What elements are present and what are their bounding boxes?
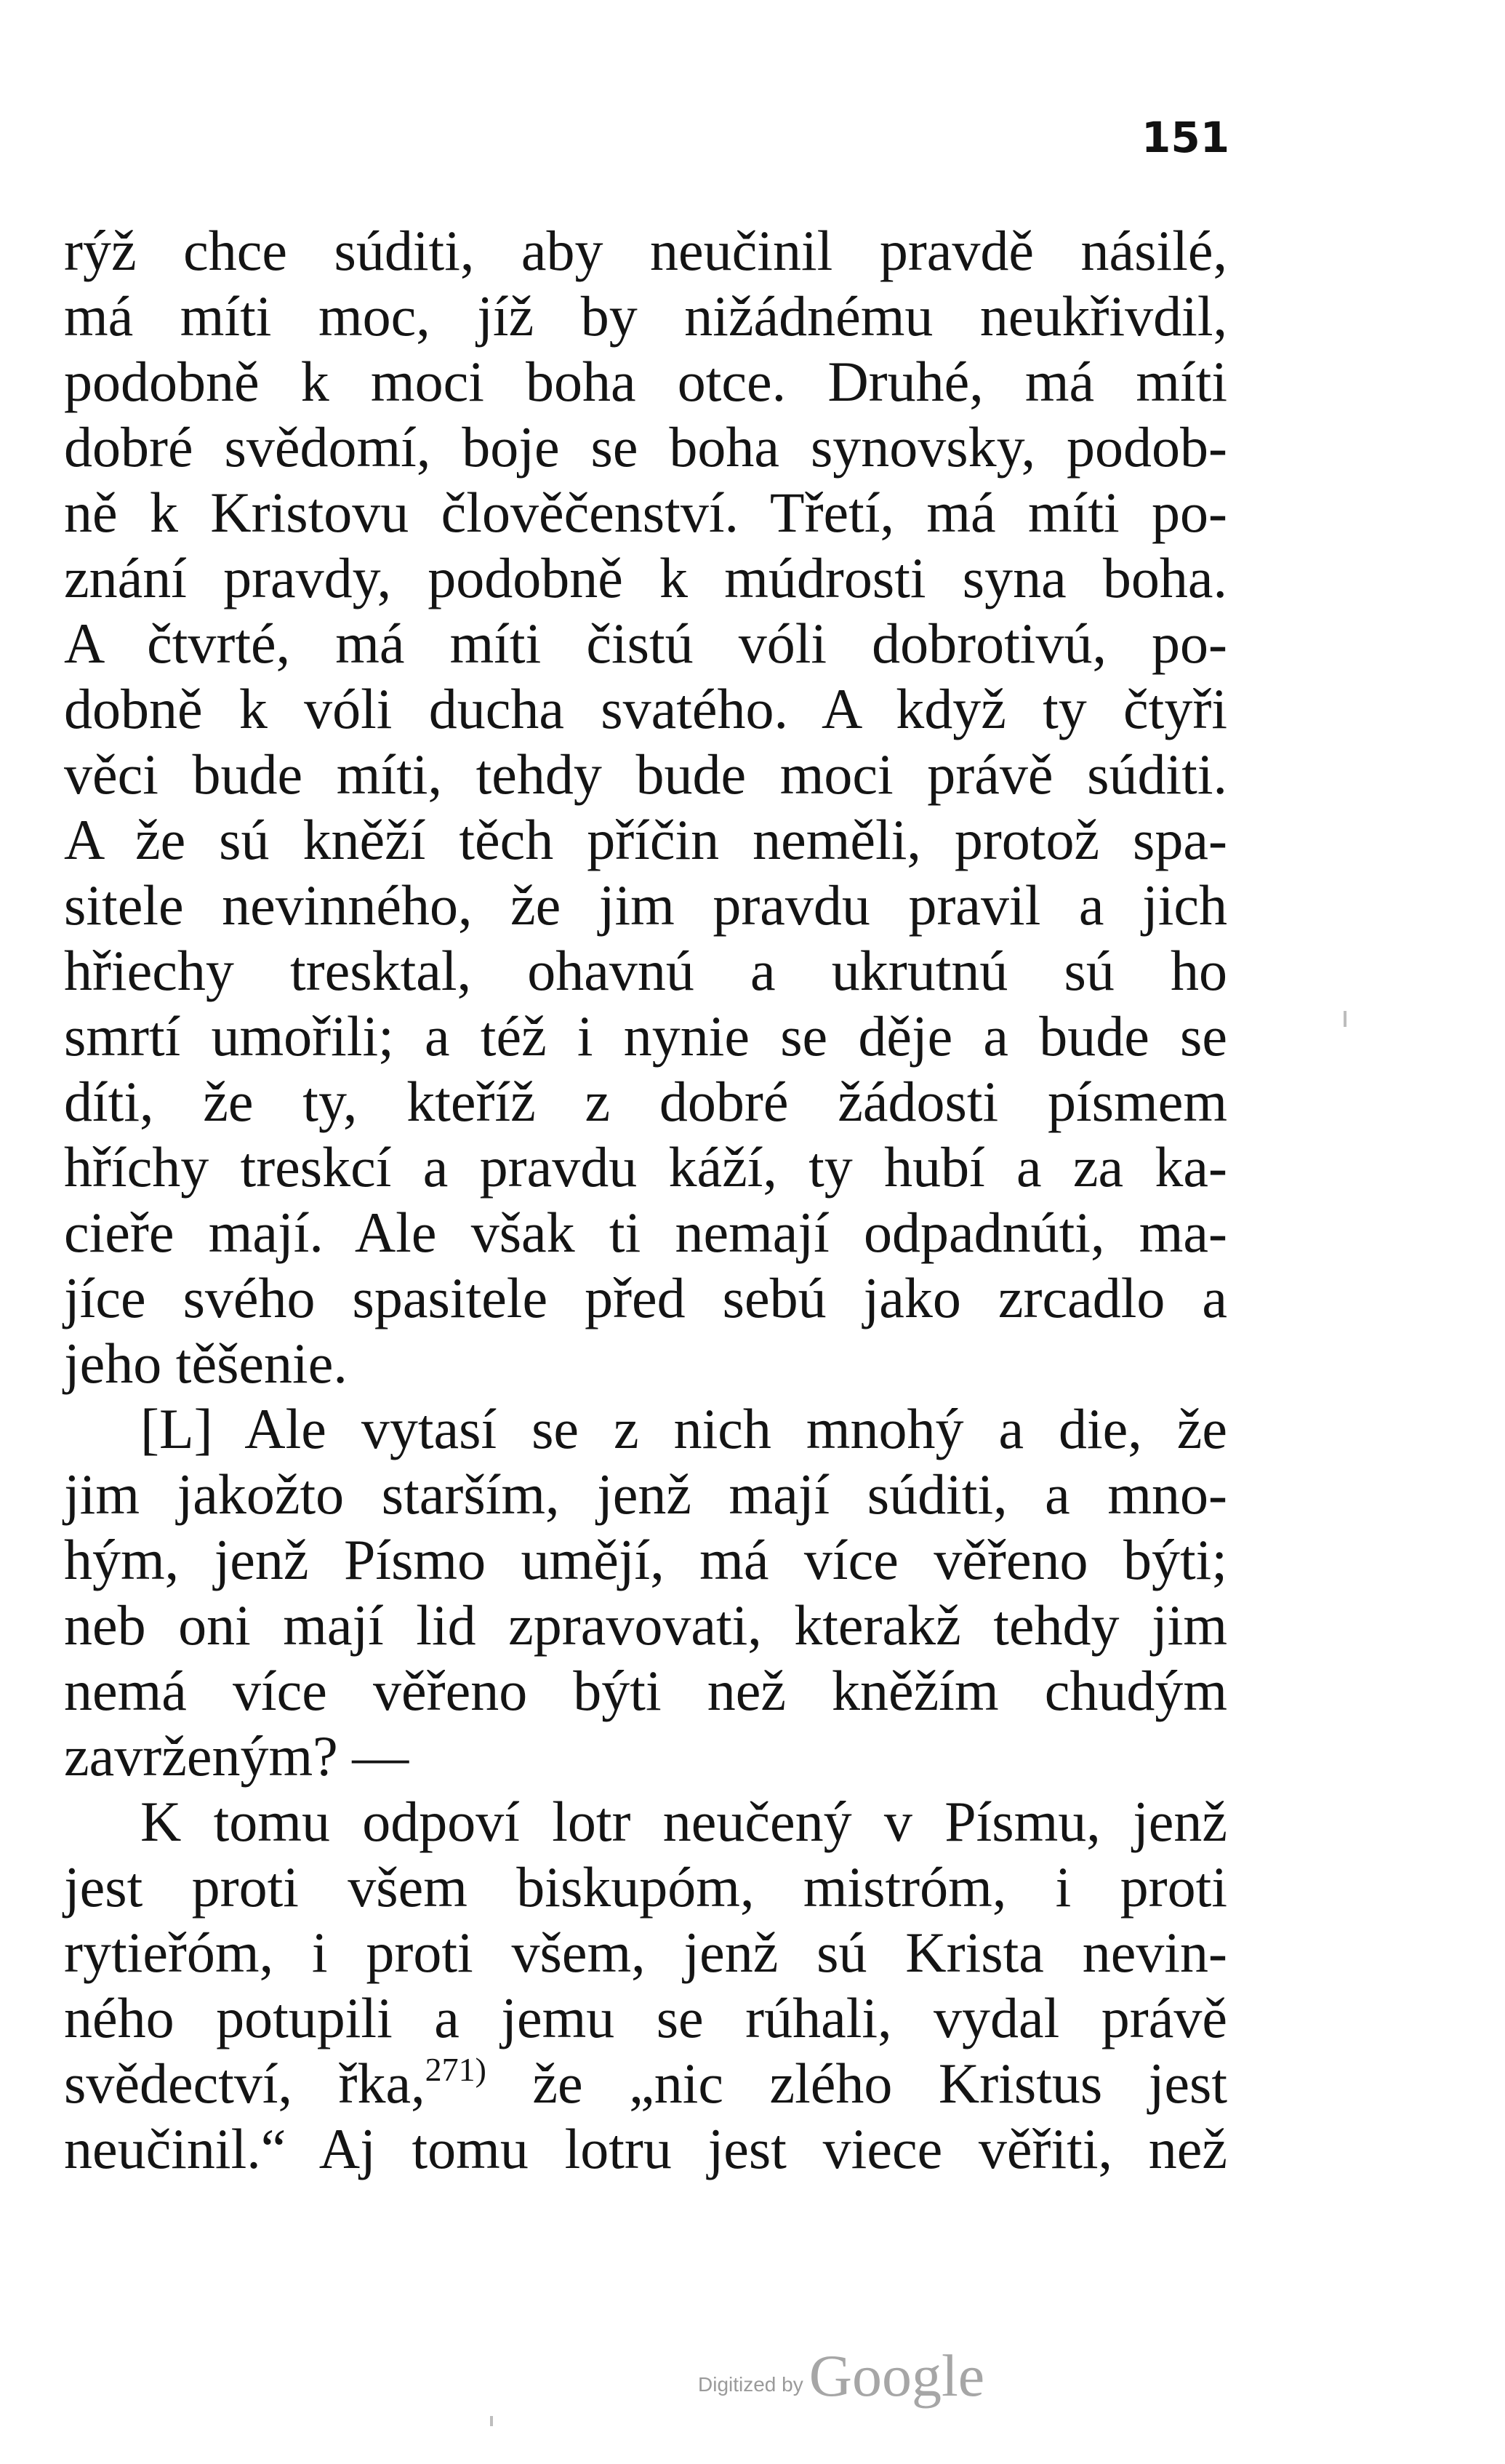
text-line: hřiechy tresktal, ohavnú a ukrutnú sú ho	[64, 939, 1227, 1002]
text-line: jeho těšenie.	[64, 1332, 348, 1395]
text-line: smrtí umořili; a též i nynie se děje a bude se	[64, 1004, 1227, 1068]
text-line: díti, že ty, kteříž z dobré žádosti písmem	[64, 1070, 1227, 1133]
text-line: jim jakožto starším, jenž mají súditi, a mno-	[64, 1463, 1227, 1526]
text-line: podobně k moci boha otce. Druhé, má míti	[64, 350, 1227, 413]
watermark-prefix: Digitized by	[698, 2373, 803, 2396]
text-line: neučinil.“ Aj tomu lotru jest viece věřiti, než	[64, 2117, 1227, 2180]
text-line: ně k Kristovu člověčenství. Třetí, má míti po-	[64, 481, 1227, 544]
text-line-with-footnote	[64, 2051, 1227, 2116]
scan-speck	[1344, 1011, 1347, 1027]
text-line: dobré svědomí, boje se boha synovsky, podob-	[64, 415, 1227, 479]
text-line: cieře mají. Ale však ti nemají odpadnúti, ma-	[64, 1201, 1227, 1264]
text-line: hým, jenž Písmo umějí, má více věřeno býti;	[64, 1528, 1227, 1591]
text-line: znání pravdy, podobně k múdrosti syna boha.	[64, 546, 1227, 609]
google-logo: Google	[808, 2343, 985, 2409]
text-line: věci bude míti, tehdy bude moci právě súditi.	[64, 743, 1227, 806]
text-segment: že „nic zlého Kristus jest	[532, 2052, 1228, 2115]
text-line: neb oni mají lid zpravovati, kterakž tehdy jim	[64, 1593, 1227, 1657]
text-line: hříchy treskcí a pravdu káží, ty hubí a za ka-	[64, 1135, 1227, 1199]
paragraph-start-line: [L] Ale vytasí se z nich mnohý a die, že	[140, 1397, 1227, 1460]
text-line: ného potupili a jemu se rúhali, vydal právě	[64, 1986, 1227, 2049]
footnote-reference[interactable]: 271)	[425, 2051, 486, 2088]
text-line: A že sú kněží těch příčin neměli, protož spa-	[64, 808, 1227, 871]
text-line: nemá více věřeno býti než kněžím chudým	[64, 1659, 1227, 1722]
text-line: dobně k vóli ducha svatého. A když ty čtyři	[64, 677, 1227, 740]
digitized-watermark	[698, 2342, 984, 2410]
text-line: má míti moc, jíž by nižádnému neukřivdil,	[64, 284, 1227, 348]
text-line: A čtvrté, má míti čistú vóli dobrotivú, po-	[64, 612, 1227, 675]
text-segment: svědectví, řka,	[64, 2052, 425, 2115]
text-line: sitele nevinného, že jim pravdu pravil a jich	[64, 873, 1227, 937]
paragraph-start-line: K tomu odpoví lotr neučený v Písmu, jenž	[140, 1790, 1227, 1853]
text-line: jíce svého spasitele před sebú jako zrcadlo a	[64, 1266, 1227, 1329]
text-line: jest proti všem biskupóm, mistróm, i proti	[64, 1855, 1227, 1919]
text-line: zavrženým? —	[64, 1724, 409, 1788]
text-line: rýž chce súditi, aby neučinil pravdě násilé,	[64, 219, 1227, 282]
scan-speck	[490, 2416, 493, 2426]
text-line: rytieřóm, i proti všem, jenž sú Krista nevin-	[64, 1921, 1227, 1984]
page-number: 151	[1141, 113, 1230, 162]
